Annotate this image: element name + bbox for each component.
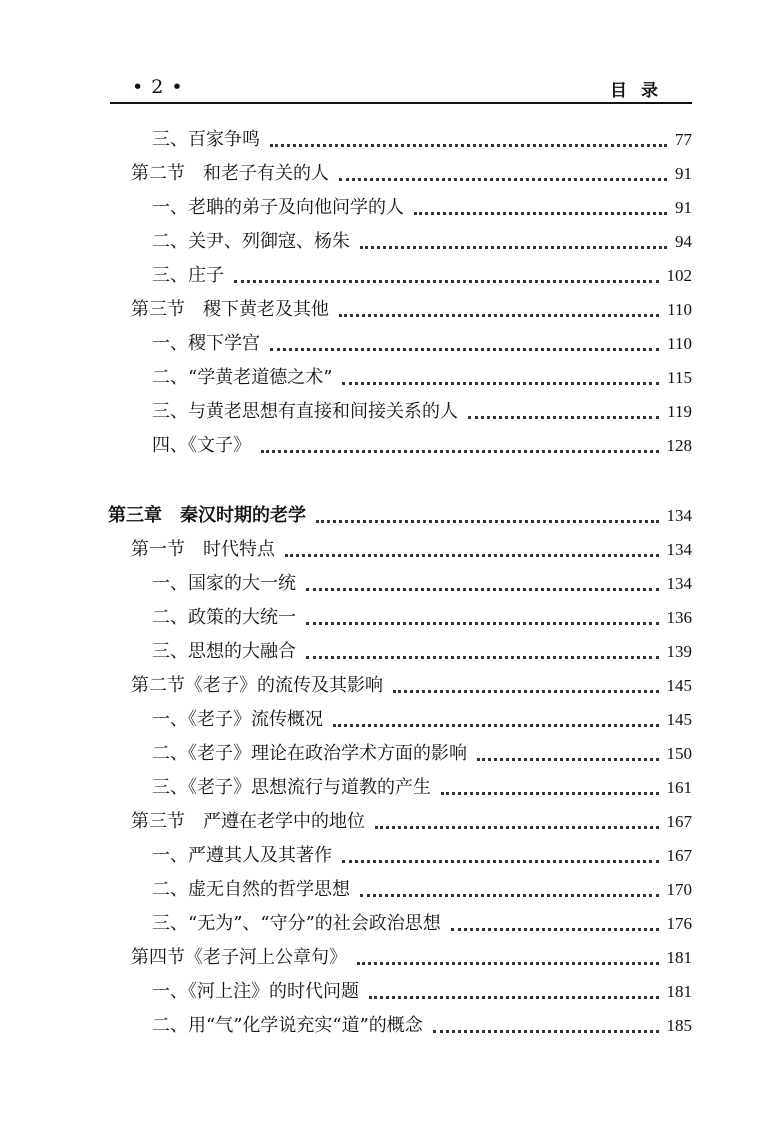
toc-subsection <box>152 228 692 256</box>
toc-subsection <box>152 978 692 1006</box>
toc-subsection <box>152 638 692 666</box>
toc-label: 二、《老子》理论在政治学术方面的影响 <box>152 743 467 764</box>
toc-label: 一、《河上注》的时代问题 <box>152 981 359 1002</box>
toc-subsection <box>152 1012 692 1040</box>
dot-leader <box>477 758 659 761</box>
toc-label: 一、老聃的弟子及向他问学的人 <box>152 197 404 218</box>
toc-label: 三、思想的大融合 <box>152 641 296 662</box>
toc-section <box>131 296 692 324</box>
toc-page-number: 185 <box>666 1016 692 1035</box>
toc-label: 第二节 和老子有关的人 <box>131 163 329 184</box>
dot-leader <box>375 826 659 829</box>
toc-label: 二、虚无自然的哲学思想 <box>152 879 350 900</box>
toc-label: 三、与黄老思想有直接和间接关系的人 <box>152 401 458 422</box>
toc-page-number: 77 <box>675 130 692 149</box>
toc-page-number: 139 <box>666 642 692 661</box>
toc-page-number: 119 <box>667 402 692 421</box>
toc-page-number: 110 <box>667 334 692 353</box>
dot-leader <box>339 178 667 181</box>
toc-page-number: 91 <box>675 198 692 217</box>
toc-section <box>131 808 692 836</box>
toc-label: 三、庄子 <box>152 265 224 286</box>
page-number: • 2 • <box>132 76 184 98</box>
dot-leader <box>333 724 659 727</box>
toc-section <box>131 160 692 188</box>
toc-subsection <box>152 706 692 734</box>
dot-leader <box>316 520 659 523</box>
dot-leader <box>393 690 659 693</box>
toc-subsection <box>152 604 692 632</box>
dot-leader <box>360 246 667 249</box>
toc-subsection <box>152 774 692 802</box>
toc-subsection <box>152 330 692 358</box>
toc-page-number: 136 <box>666 608 692 627</box>
dot-leader <box>339 314 659 317</box>
toc-label: 二、政策的大统一 <box>152 607 296 628</box>
toc-page-number: 134 <box>666 506 692 525</box>
toc-page-number: 134 <box>666 574 692 593</box>
toc-chapter <box>108 502 692 530</box>
toc-label: 一、《老子》流传概况 <box>152 709 323 730</box>
toc-subsection <box>152 262 692 290</box>
toc-page-number: 167 <box>666 812 692 831</box>
toc-page-number: 91 <box>675 164 692 183</box>
toc-page-number: 161 <box>666 778 692 797</box>
toc-page-number: 134 <box>666 540 692 559</box>
dot-leader <box>306 588 659 591</box>
dot-leader <box>369 996 659 999</box>
dot-leader <box>357 962 659 965</box>
toc-subsection <box>152 398 692 426</box>
toc-page-number: 176 <box>666 914 692 933</box>
toc-subsection <box>152 126 692 154</box>
toc-label: 第一节 时代特点 <box>131 539 275 560</box>
toc-subsection <box>152 842 692 870</box>
toc-subsection <box>152 364 692 392</box>
dot-leader <box>441 792 659 795</box>
toc-label: 二、关尹、列御寇、杨朱 <box>152 231 350 252</box>
toc-label: 第三节 稷下黄老及其他 <box>131 299 329 320</box>
toc-section <box>131 536 692 564</box>
dot-leader <box>285 554 659 557</box>
dot-leader <box>342 382 659 385</box>
toc-label: 三、百家争鸣 <box>152 129 260 150</box>
dot-leader <box>306 622 659 625</box>
toc-label: 第三节 严遵在老学中的地位 <box>131 811 365 832</box>
running-title: 目录 <box>610 81 672 101</box>
dot-leader <box>270 144 667 147</box>
dot-leader <box>234 280 659 283</box>
dot-leader <box>451 928 659 931</box>
dot-leader <box>468 416 659 419</box>
toc-label: 第三章 秦汉时期的老学 <box>108 505 306 526</box>
toc-label: 二、用“气”化学说充实“道”的概念 <box>152 1015 423 1036</box>
toc-subsection <box>152 740 692 768</box>
toc-label: 三、《老子》思想流行与道教的产生 <box>152 777 431 798</box>
toc-page-number: 145 <box>666 710 692 729</box>
dot-leader <box>270 348 659 351</box>
toc-subsection <box>152 876 692 904</box>
dot-leader <box>433 1030 659 1033</box>
toc-section <box>131 944 692 972</box>
toc-page-number: 94 <box>675 232 692 251</box>
toc-page-number: 170 <box>666 880 692 899</box>
toc-label: 四、《文子》 <box>152 435 251 456</box>
dot-leader <box>414 212 667 215</box>
toc-page-number: 128 <box>666 436 692 455</box>
toc-label: 三、“无为”、“守分”的社会政治思想 <box>152 913 441 934</box>
toc-subsection <box>152 432 692 460</box>
toc-subsection <box>152 910 692 938</box>
toc-page-number: 150 <box>666 744 692 763</box>
dot-leader <box>342 860 659 863</box>
toc-page-number: 181 <box>666 948 692 967</box>
toc-label: 一、稷下学宫 <box>152 333 260 354</box>
toc-page-number: 167 <box>666 846 692 865</box>
toc-page-number: 145 <box>666 676 692 695</box>
toc-section <box>131 672 692 700</box>
toc-page-number: 110 <box>667 300 692 319</box>
toc-label: 二、“学黄老道德之术” <box>152 367 333 388</box>
dot-leader <box>360 894 659 897</box>
toc-subsection <box>152 194 692 222</box>
toc-label: 一、国家的大一统 <box>152 573 296 594</box>
toc-label: 第二节《老子》的流传及其影响 <box>131 675 383 696</box>
toc-page-number: 102 <box>666 266 692 285</box>
toc-page-number: 115 <box>667 368 692 387</box>
dot-leader <box>261 450 659 453</box>
dot-leader <box>306 656 659 659</box>
toc-label: 一、严遵其人及其著作 <box>152 845 332 866</box>
toc-subsection <box>152 570 692 598</box>
toc-label: 第四节《老子河上公章句》 <box>131 947 347 968</box>
toc-page-number: 181 <box>666 982 692 1001</box>
